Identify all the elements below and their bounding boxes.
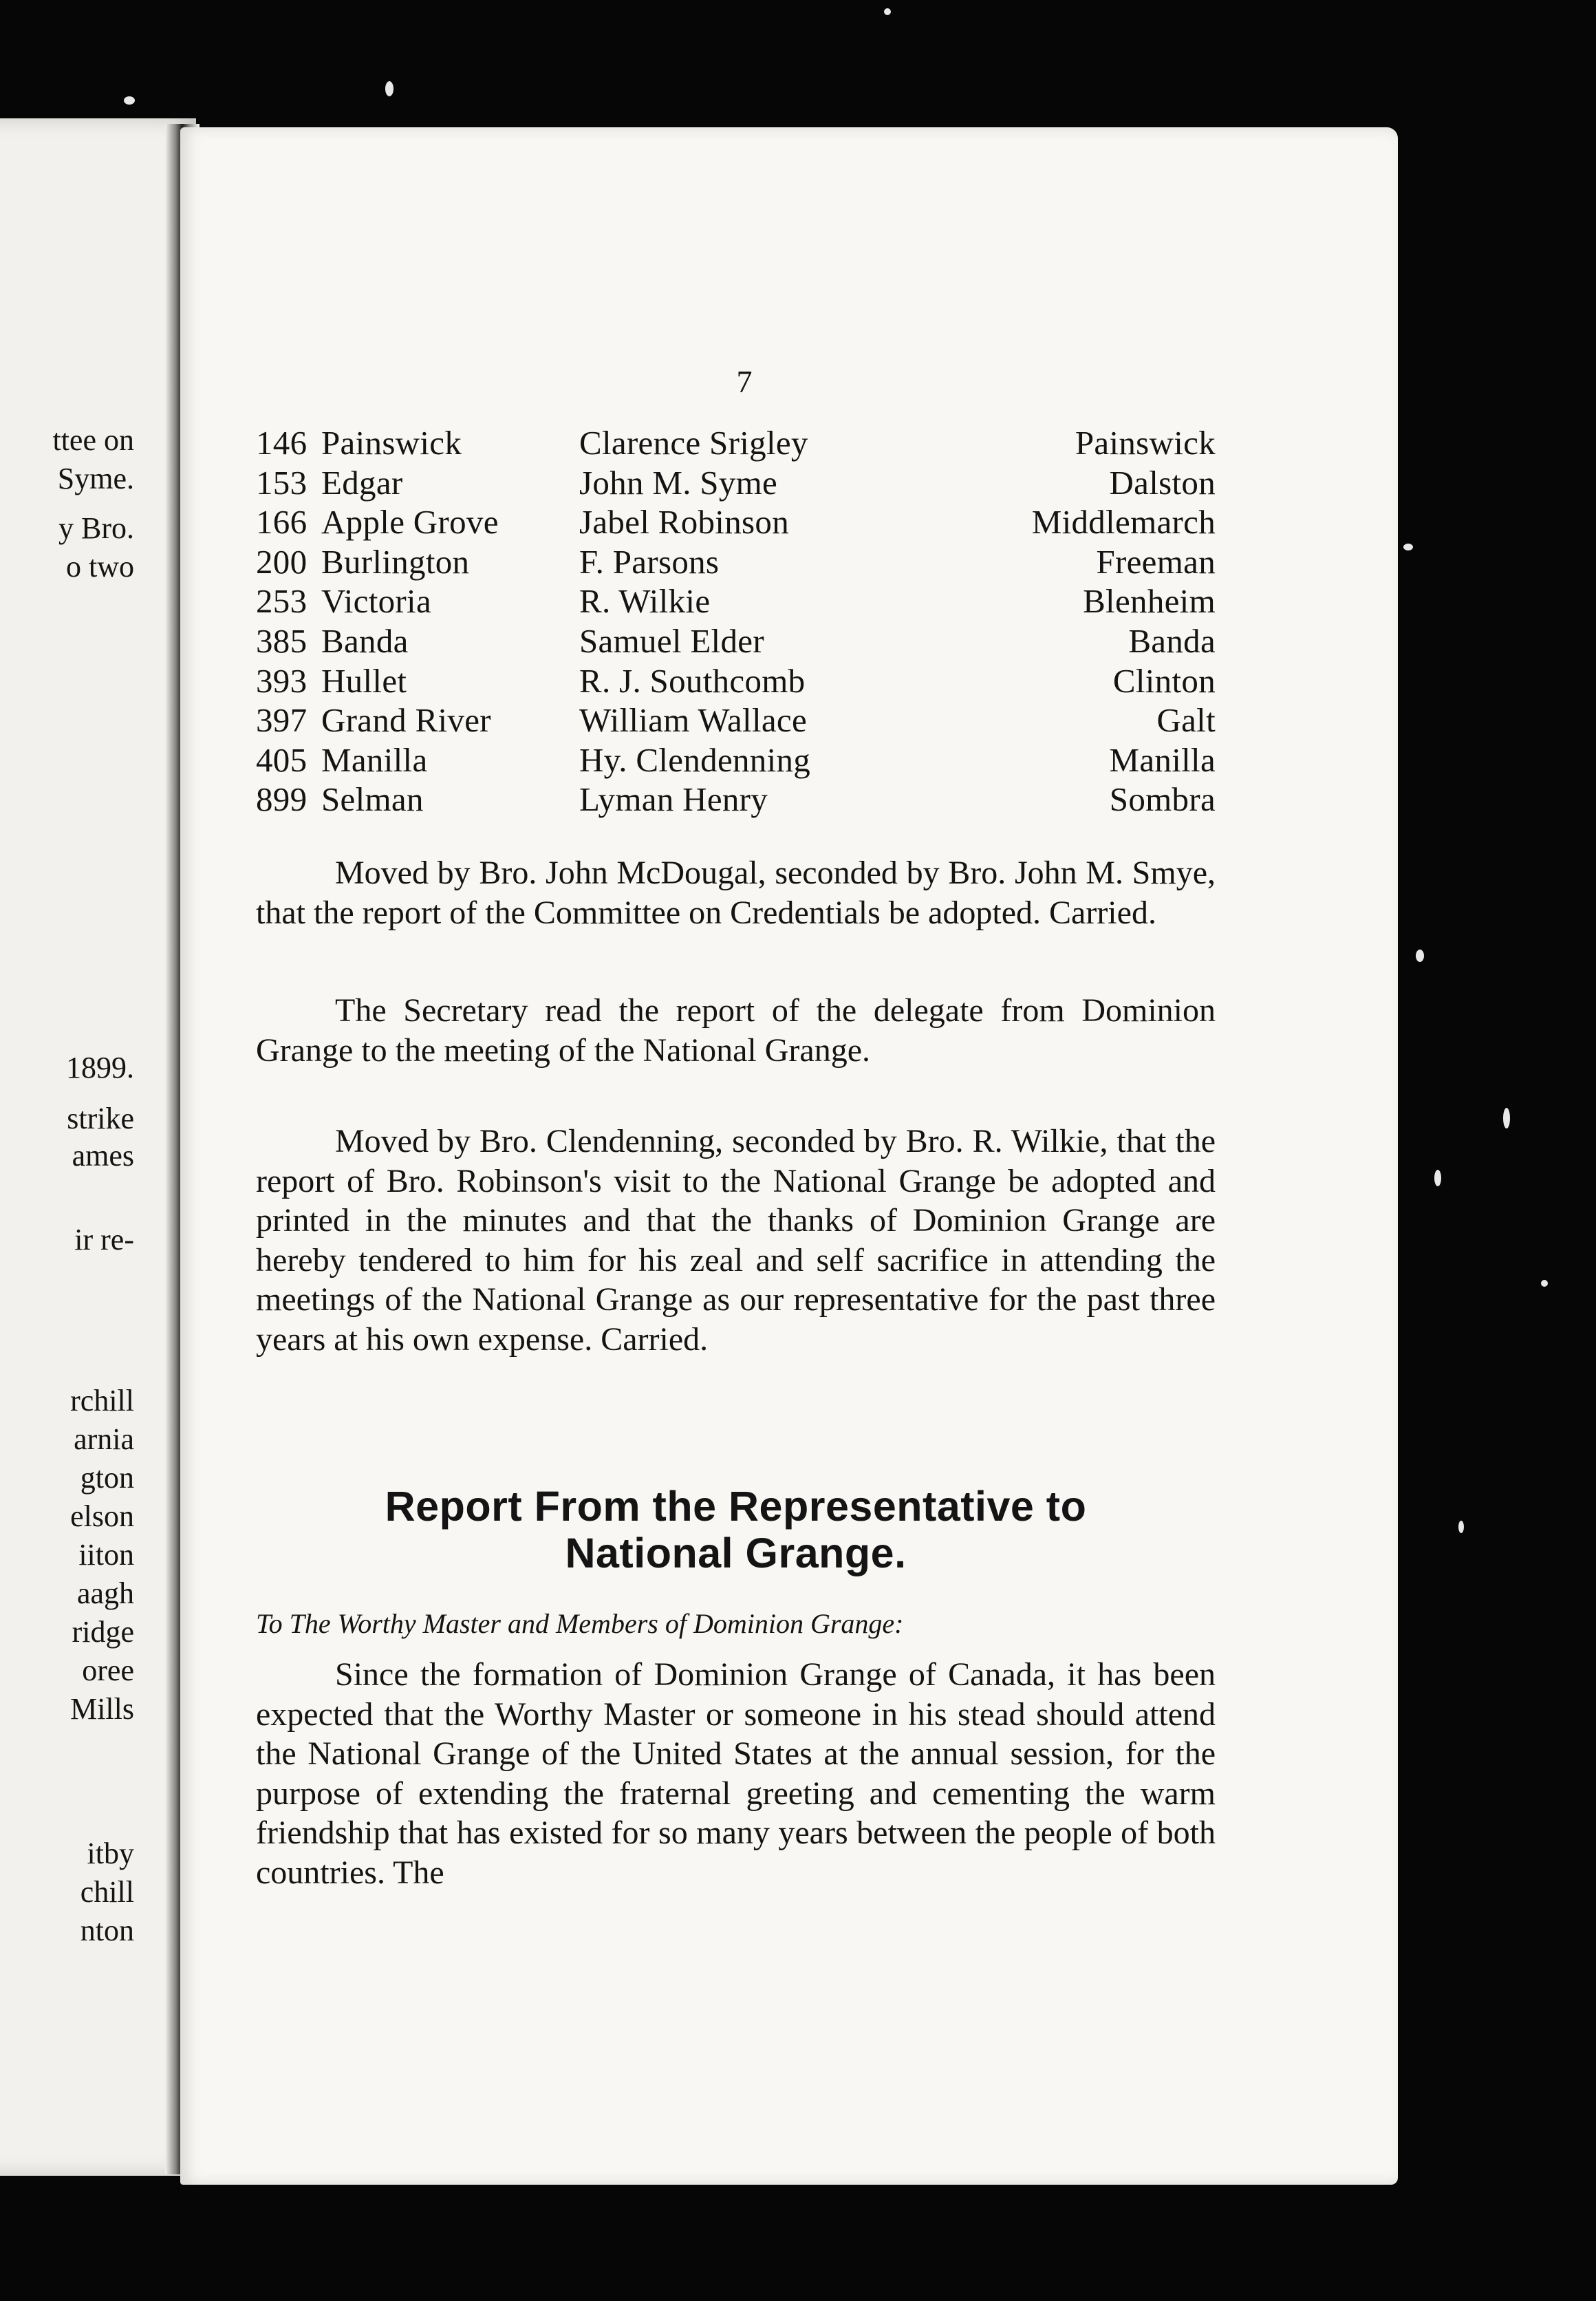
master-name: Jabel Robinson (579, 503, 789, 542)
grange-number: 166 (256, 503, 308, 542)
secretary-report-paragraph: The Secretary read the report of the delegate from Dominion Grange to the meeting of the National Grange. (256, 992, 1216, 1069)
scan-speck (884, 8, 891, 15)
roster-row (256, 423, 1216, 463)
post-office: Blenheim (1083, 582, 1216, 621)
post-office: Painswick (1075, 424, 1216, 462)
report-body-paragraph: Since the formation of Dominion Grange of Canada, it has been expected that the Worthy Master or someone in his stead should attend the National Grange of the United States at the annual session, for the purpose of extending the fraternal greeting and cementing the warm friendship that has existed for so many years between the people of both countries. The (256, 1656, 1216, 1891)
grange-name: Grand River (321, 701, 491, 740)
grange-name: Edgar (321, 463, 403, 502)
left-page-fragment: iiton (78, 1538, 134, 1572)
left-page-fragment: Mills (70, 1692, 134, 1726)
left-page-fragment: ttee on (52, 423, 134, 457)
grange-number: 385 (256, 621, 308, 660)
left-page-fragment: 1899. (66, 1051, 134, 1084)
left-page-fragment: itby (87, 1837, 134, 1870)
scan-speck (124, 96, 135, 105)
master-name: Hy. Clendenning (579, 740, 811, 779)
grange-name: Manilla (321, 740, 428, 779)
scan-speck (1458, 1521, 1464, 1533)
left-page-fragment: ames (72, 1139, 134, 1173)
post-office: Sombra (1109, 780, 1216, 819)
left-page-fragment: oree (82, 1653, 134, 1687)
section-title-line: National Grange. (565, 1530, 907, 1576)
master-name: F. Parsons (579, 542, 720, 581)
scan-speck (1541, 1280, 1548, 1287)
document-page (180, 127, 1398, 2185)
roster-row (256, 700, 1216, 740)
grange-name: Selman (321, 780, 424, 819)
motion-robinson-visit-paragraph: Moved by Bro. Clendenning, seconded by Bro. R. Wilkie, that the report of Bro. Robinson's visit to the National Grange be adopted and printed in the minutes and that the thanks of Dominion Grange are hereby tendered to him for his zeal and self sacrifice in attending the meetings of the National Grange as our representative for the past three years at his own expense. Carried. (256, 1123, 1216, 1358)
roster-row (256, 740, 1216, 780)
grange-name: Painswick (321, 424, 462, 462)
grange-number: 405 (256, 740, 308, 779)
roster-row (256, 780, 1216, 820)
left-page-fragment: o two (66, 550, 134, 584)
master-name: R. Wilkie (579, 582, 711, 621)
page-number: 7 (736, 364, 753, 399)
post-office: Clinton (1112, 661, 1216, 700)
salutation: To The Worthy Master and Members of Dominion Grange: (256, 1608, 904, 1639)
grange-name: Victoria (321, 582, 431, 621)
grange-number: 200 (256, 542, 308, 581)
roster-row (256, 502, 1216, 542)
roster-row (256, 542, 1216, 582)
left-page-fragment: arnia (74, 1422, 134, 1456)
grange-number: 153 (256, 463, 308, 502)
grange-name: Banda (321, 621, 409, 660)
scan-speck (1503, 1108, 1510, 1128)
master-name: William Wallace (579, 701, 808, 740)
post-office: Middlemarch (1031, 503, 1216, 542)
left-page-fragment: y Bro. (58, 511, 134, 545)
master-name: Samuel Elder (579, 621, 764, 660)
left-page-fragment: rchill (70, 1384, 134, 1417)
left-page-fragment: gton (80, 1461, 134, 1495)
roster-row (256, 463, 1216, 503)
left-page-fragment: ridge (72, 1615, 134, 1649)
post-office: Freeman (1096, 542, 1216, 581)
master-name: Lyman Henry (579, 780, 768, 819)
master-name: John M. Syme (579, 463, 778, 502)
subordinate-grange-roster (256, 423, 1216, 820)
master-name: Clarence Srigley (579, 424, 808, 462)
grange-number: 253 (256, 582, 308, 621)
roster-row (256, 661, 1216, 701)
left-page-fragment: chill (80, 1875, 134, 1909)
scan-speck (1403, 544, 1413, 550)
grange-name: Apple Grove (321, 503, 499, 542)
motion-credentials-paragraph: Moved by Bro. John McDougal, seconded by Bro. John M. Smye, that the report of the Committee on Credentials be adopted. Carried. (256, 855, 1216, 931)
section-title-line: Report From the Representative to (385, 1483, 1087, 1530)
section-title (256, 1483, 1216, 1576)
grange-number: 899 (256, 780, 308, 819)
left-page-fragment: aagh (76, 1576, 134, 1610)
post-office: Dalston (1109, 463, 1216, 502)
roster-row (256, 581, 1216, 621)
post-office: Manilla (1109, 740, 1216, 779)
post-office: Galt (1156, 701, 1216, 740)
master-name: R. J. Southcomb (579, 661, 806, 700)
left-page-fragment: nton (80, 1914, 134, 1947)
grange-number: 393 (256, 661, 308, 700)
grange-name: Hullet (321, 661, 407, 700)
scan-speck (385, 81, 393, 96)
grange-name: Burlington (321, 542, 470, 581)
grange-number: 146 (256, 424, 308, 462)
roster-row (256, 621, 1216, 661)
left-page-fragment: elson (70, 1499, 134, 1533)
left-page-fragment: ir re- (74, 1223, 134, 1256)
scan-speck (1416, 950, 1424, 962)
scan-speck (1434, 1170, 1441, 1186)
left-page-fragment: strike (67, 1102, 134, 1135)
grange-number: 397 (256, 701, 308, 740)
post-office: Banda (1128, 621, 1216, 660)
left-page-fragment: Syme. (57, 462, 134, 495)
